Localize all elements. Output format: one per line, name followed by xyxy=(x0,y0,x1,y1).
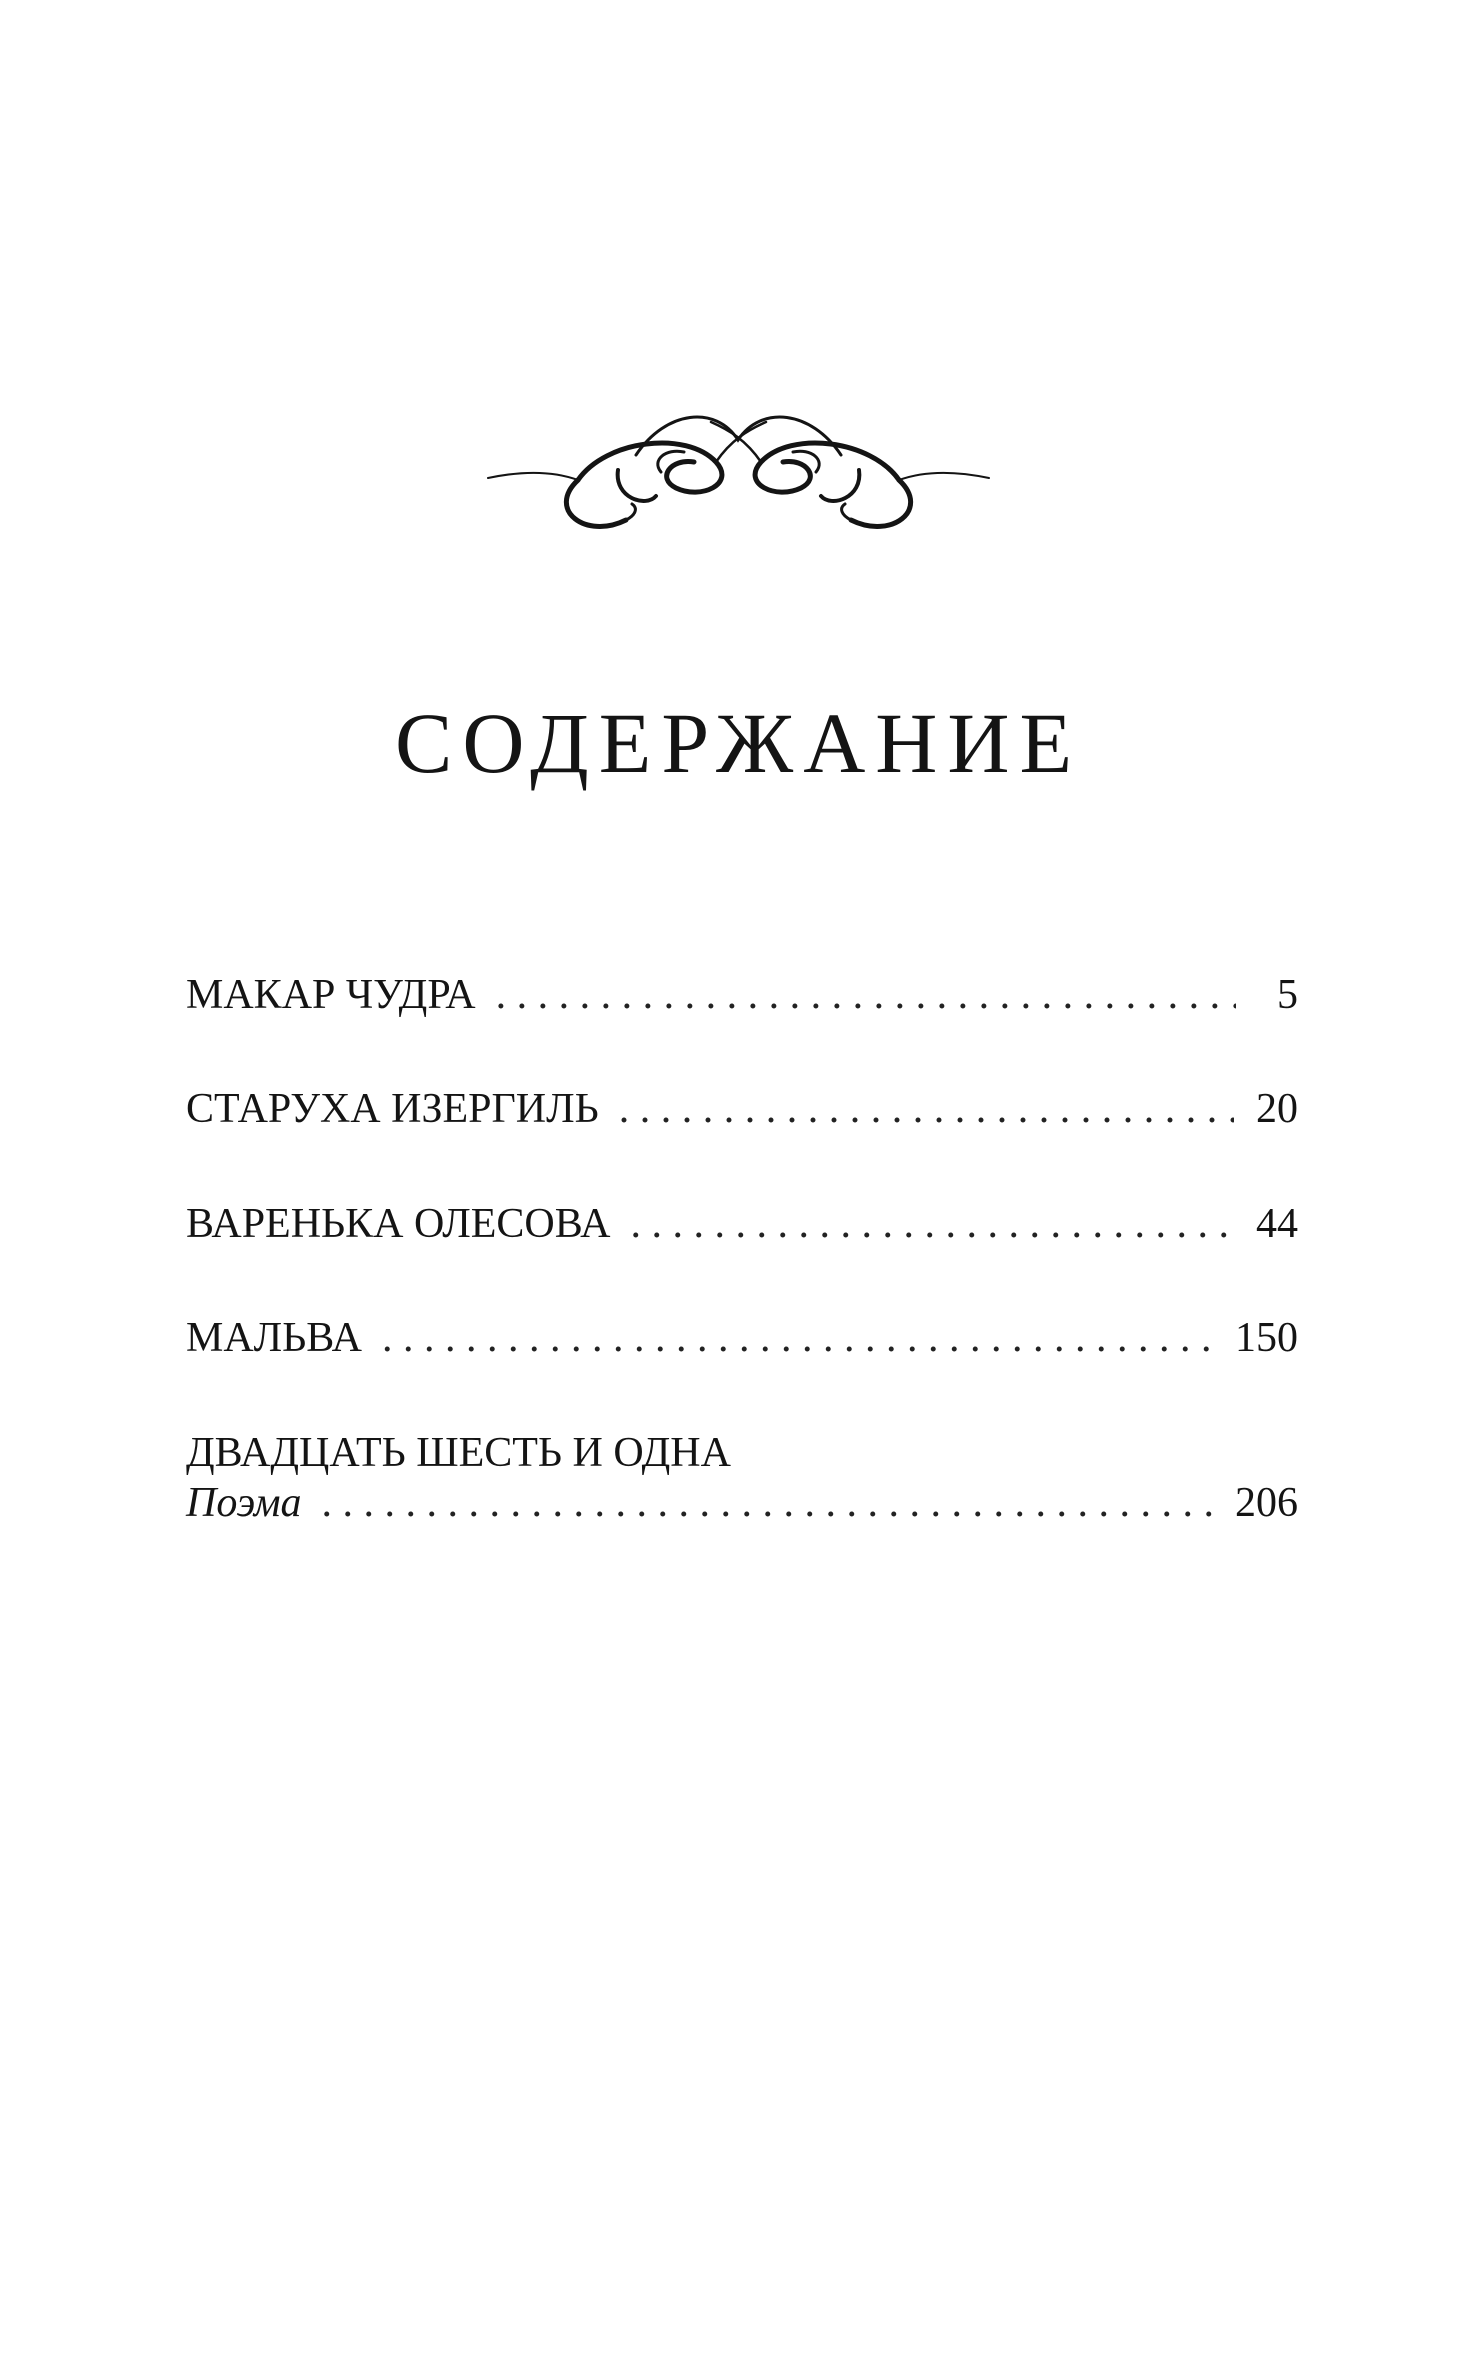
flourish-ornament-icon xyxy=(486,400,991,550)
toc-entry-title: МАКАР ЧУДРА xyxy=(186,972,476,1018)
toc-entry-title: ДВАДЦАТЬ ШЕСТЬ И ОДНА xyxy=(186,1429,731,1476)
dot-leader xyxy=(322,1478,1214,1528)
dot-leader xyxy=(630,1199,1234,1249)
toc-entry[interactable] xyxy=(186,1084,1298,1134)
page-title: СОДЕРЖАНИЕ xyxy=(394,695,1083,791)
toc-entry-title: ВАРЕНЬКА ОЛЕСОВА xyxy=(186,1200,611,1247)
toc-entry-page: 150 xyxy=(1235,1315,1298,1362)
toc-entry[interactable] xyxy=(186,1428,1298,1529)
toc-entry-title: МАЛЬВА xyxy=(186,1315,362,1362)
dot-leader xyxy=(496,970,1236,1020)
toc-entry-subtitle: Поэма xyxy=(186,1479,302,1526)
toc-entry[interactable] xyxy=(186,1199,1298,1249)
toc-entry-page: 44 xyxy=(1256,1200,1298,1247)
toc-entry[interactable] xyxy=(186,970,1298,1020)
dot-leader xyxy=(382,1313,1213,1363)
toc-entry-page: 5 xyxy=(1277,972,1298,1018)
toc-entry[interactable] xyxy=(186,1313,1298,1363)
toc-entry-page: 20 xyxy=(1256,1086,1298,1133)
toc-entry-page: 206 xyxy=(1235,1479,1298,1526)
toc-entry-title: СТАРУХА ИЗЕРГИЛЬ xyxy=(186,1086,599,1133)
table-of-contents xyxy=(186,970,1298,1528)
dot-leader xyxy=(619,1084,1234,1134)
